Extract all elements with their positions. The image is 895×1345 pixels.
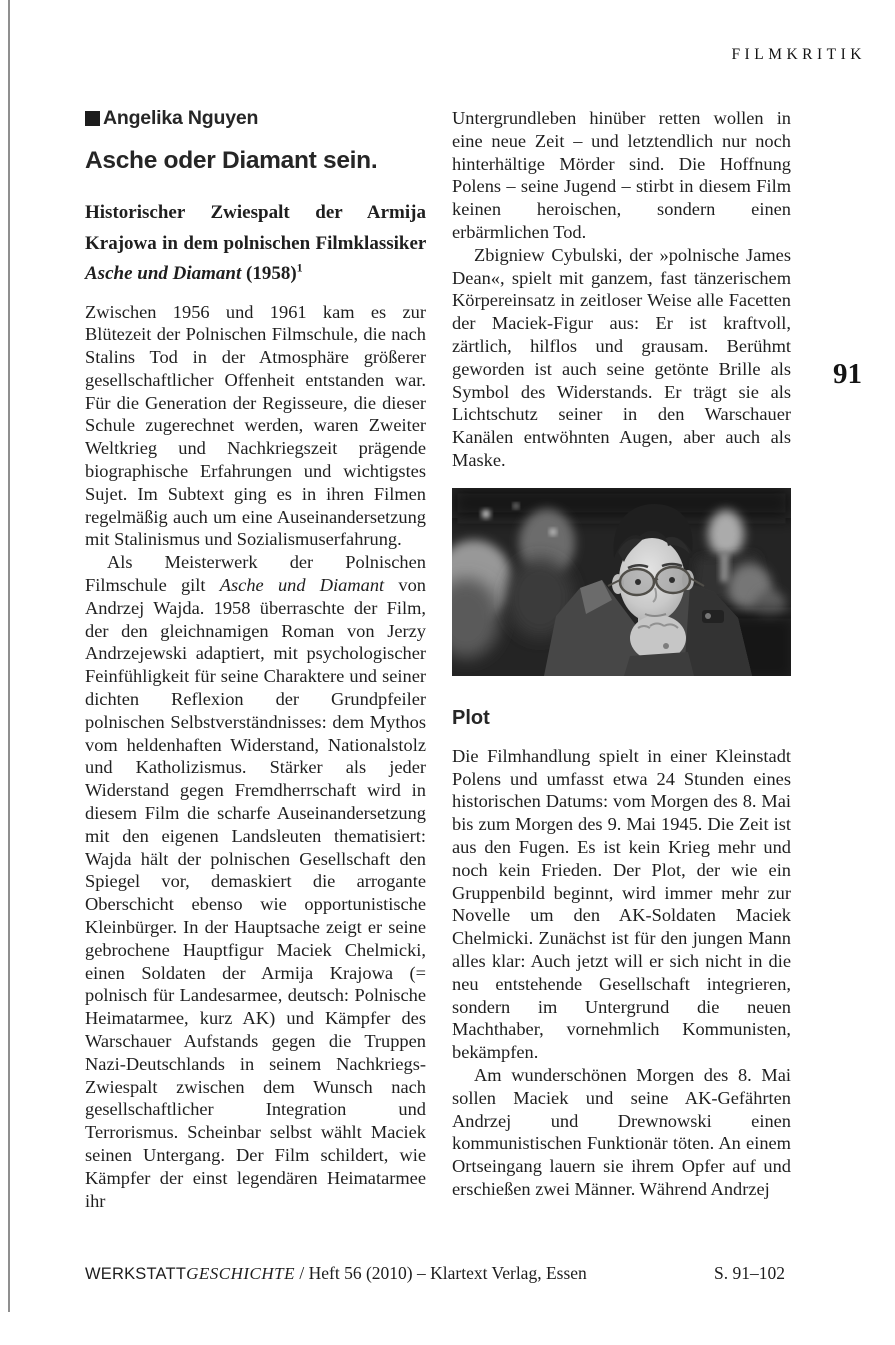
footer-page-range: S. 91–102 <box>714 1263 785 1283</box>
paragraph: Zbigniew Cybulski, der »polnische James Dean«, spielt mit ganzem, fast tänzerischem Körpereinsatz in zeitloser Weise alle Facetten der Maciek-Figur aus: Er ist kraftvoll, zärtlich, hilflos und grausam. Berühmt geworden ist auch seine getönte Brille als Symbol des Widerstands. Er trägt sie als Lichtschutz seiner in den Warschauer Kanälen entwöhnten Augen, aber auch als Maske. <box>452 244 791 470</box>
left-column <box>85 107 426 1212</box>
paragraph: Die Filmhandlung spielt in einer Kleinstadt Polens und umfasst etwa 24 Stunden eines historischen Datums: vom Morgen des 8. Mai bis zum Morgen des 9. Mai 1945. Die Zeit ist aus den Fugen. Es ist kein Krieg mehr und noch kein Frieden. Der Plot, der wie ein Gruppenbild beginnt, wird immer mehr zur Novelle um den AK-Soldaten Maciek Chelmicki. Zunächst ist für den jungen Mann alles klar: Auch jetzt will er sich nicht in die neu entstehende Gesellschaft integrieren, sondern im Untergrund die neuen Machthaber, vornehmlich Kommunisten, bekämpfen. <box>452 745 791 1063</box>
right-column <box>452 107 791 1201</box>
journal-name-sans: WERKSTATT <box>85 1265 187 1283</box>
section-heading-plot: Plot <box>452 706 490 729</box>
left-column-body <box>85 301 426 1213</box>
paragraph <box>85 551 426 1212</box>
page-number: 91 <box>833 358 862 390</box>
footnote-reference: 1 <box>296 260 303 275</box>
journal-name-italic: GESCHICHTE <box>186 1264 296 1283</box>
author-name: Angelika Nguyen <box>103 107 259 129</box>
film-title-inline: Asche und Diamant <box>219 575 385 596</box>
film-still-photo <box>452 488 791 676</box>
author-row <box>85 107 426 130</box>
paragraph-text: von Andrzej Wajda. 1958 überraschte der Film, der den gleichnamigen Roman von Jerzy Andrzejewski adaptiert, mit psychologischer Feinfühligkeit für seine Charaktere und seiner dichten Reflexion der Grundpfeiler polnischen Selbstverständnisses: dem Mythos vom heldenhaften Widerstand, Nationalstolz und Katholizismus. Stärker als jeder Widerstand gegen Fremdherrschaft wird in diesem Film die scharfe Auseinandersetzung mit den eigenen Landsleuten thematisiert: Wajda hält der polnischen Gesellschaft den Spiegel vor, demaskiert die arrogante Oberschicht ebenso wie opportunistische Kleinbürger. In der Hauptsache zeigt er seine gebrochene Hauptfigur Maciek Chelmicki, einen Soldaten der Armija Krajowa (= polnisch für Landesarmee, deutsch: Polnische Heimatarmee, kurz AK) und Kämpfer des Warschauer Aufstands gegen die Truppen Nazi-Deutschlands in seinem Nachkriegs-Zwiespalt zwischen dem Wunsch nach gesellschaftlicher Integration und Terrorismus. Scheinbar selbst wählt Maciek seinen Untergang. Der Film schildert, wie Kämpfer der einst legendären Heimatarmee ihr <box>85 575 426 1211</box>
subtitle-year: (1958) <box>241 263 297 284</box>
paragraph: Zwischen 1956 und 1961 kam es zur Blütezeit der Polnischen Filmschule, die nach Stalins Tod in der Atmosphäre größerer gesellschaftlicher Offenheit entstanden war. Für die Generation der Regisseure, die dieser Schule zugerechnet werden, waren Zweiter Weltkrieg und Nachkriegszeit prägende biographische Erfahrungen und wichtigstes Sujet. Im Subtext ging es in ihren Filmen regelmäßig auch um eine Auseinandersetzung mit Stalinismus und Sozialismuserfahrung. <box>85 301 426 550</box>
article-title: Asche oder Diamant sein. <box>85 147 378 174</box>
subtitle-text: Historischer Zwiespalt der Armija Krajowa in dem polnischen Filmklassiker <box>85 202 426 254</box>
paragraph: Untergrundleben hinüber retten wollen in eine neue Zeit – und letztendlich nur noch hinterhältige Mörder sind. Die Hoffnung Polens – seine Jugend – stirbt in diesem Film keinen heroischen, sondern einen erbärmlichen Tod. <box>452 108 791 242</box>
paragraph-text: Als Meisterwerk der Polnischen Filmschule gilt <box>85 552 426 596</box>
footer-journal-line <box>85 1263 587 1284</box>
author-square-bullet-icon <box>85 111 100 126</box>
right-column-body-plot <box>452 745 791 1201</box>
paragraph: Am wunderschönen Morgen des 8. Mai sollen Maciek und seine AK-Gefährten Andrzej und Drewnowski einen kommunistischen Funktionär töten. An einem Ortseingang lauern sie ihrem Opfer auf und erschießen zwei Männer. Während Andrzej <box>452 1064 791 1199</box>
film-still-illustration <box>452 488 791 676</box>
subtitle-film-title: Asche und Diamant <box>85 263 242 284</box>
page-spine-rule <box>8 0 10 1312</box>
issue-info: / Heft 56 (2010) – Klartext Verlag, Essen <box>295 1263 587 1283</box>
page-footer <box>85 1263 785 1284</box>
running-head: FILMKRITIK <box>731 46 866 63</box>
right-column-body-top <box>452 107 791 472</box>
article-subtitle <box>85 198 426 290</box>
